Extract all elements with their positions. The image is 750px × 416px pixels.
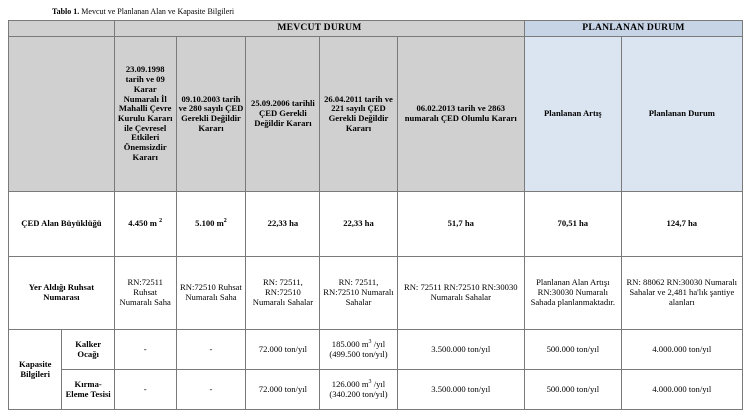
table-cell: RN:72510 Ruhsat Numaralı Saha xyxy=(176,257,246,330)
row-label-ruhsat: Yer Aldığı Ruhsat Numarası xyxy=(9,257,115,330)
table-cell: RN:72511 Ruhsat Numaralı Saha xyxy=(114,257,176,330)
column-header: 06.02.2013 tarih ve 2863 numaralı ÇED Olumlu Kararı xyxy=(397,37,525,192)
table-cell: Planlanan Alan Artışı RN:30030 Numaralı Sahada planlanmaktadır. xyxy=(525,257,622,330)
table-cell: 51,7 ha xyxy=(397,192,525,257)
table-cell: 500.000 ton/yıl xyxy=(525,330,622,370)
table-cell: RN: 72511, RN:72510 Numaralı Sahalar xyxy=(246,257,320,330)
row-label-kalker: Kalker Ocağı xyxy=(62,330,114,370)
capacity-table xyxy=(8,20,743,410)
table-cell: - xyxy=(176,370,246,410)
column-header: Planlanan Artış xyxy=(525,37,622,192)
table-caption xyxy=(52,7,234,17)
table-cell: RN: 72511 RN:72510 RN:30030 Numaralı Sahalar xyxy=(397,257,525,330)
table-cell: 72.000 ton/yıl xyxy=(246,330,320,370)
column-header: 25.09.2006 tarihli ÇED Gerekli Değildir Kararı xyxy=(246,37,320,192)
table-cell: RN: 72511, RN:72510 Numaralı Sahalar xyxy=(320,257,397,330)
table-cell: - xyxy=(176,330,246,370)
table-cell: 4.450 m $^2$ xyxy=(114,192,176,257)
table-cell: 4.000.000 ton/yıl xyxy=(621,370,742,410)
caption-text: Mevcut ve Planlanan Alan ve Kapasite Bilgileri xyxy=(81,7,235,16)
row-label-kirma: Kırma-Eleme Tesisi xyxy=(62,370,114,410)
table-cell: 22,33 ha xyxy=(246,192,320,257)
row-label-area: ÇED Alan Büyüklüğü xyxy=(9,192,115,257)
table-cell: 185.000 $m^3$ /yıl (499.500 ton/yıl) xyxy=(320,330,397,370)
table-row-kirma xyxy=(9,370,743,410)
table-cell: 126.000 $m^3$ /yıl (340.200 ton/yıl) xyxy=(320,370,397,410)
header-blank xyxy=(9,37,115,192)
table-cell: 5.100 $m^2$ xyxy=(176,192,246,257)
column-header-row xyxy=(9,37,743,192)
caption-label: Tablo 1. xyxy=(52,7,80,16)
table-cell: 500.000 ton/yıl xyxy=(525,370,622,410)
table-cell: 70,51 ha xyxy=(525,192,622,257)
table-cell: 3.500.000 ton/yıl xyxy=(397,330,525,370)
group-header-row xyxy=(9,21,743,37)
table-cell: RN: 88062 RN:30030 Numaralı Sahalar ve 2,481 ha'lık şantiye alanları xyxy=(621,257,742,330)
table-cell: 4.000.000 ton/yıl xyxy=(621,330,742,370)
column-header: 23.09.1998 tarih ve 09 Karar Numaralı İl Mahalli Çevre Kurulu Kararı ile Çevresel Etkileri Önemsizdir Kararı xyxy=(114,37,176,192)
column-header: 09.10.2003 tarih ve 280 sayılı ÇED Gerekli Değildir Kararı xyxy=(176,37,246,192)
row-label-capacity: Kapasite Bilgileri xyxy=(9,330,62,410)
column-header: 26.04.2011 tarih ve 221 sayılı ÇED Gerekli Değildir Kararı xyxy=(320,37,397,192)
column-header: Planlanan Durum xyxy=(621,37,742,192)
group-current: MEVCUT DURUM xyxy=(114,21,524,37)
table-cell: 3.500.000 ton/yıl xyxy=(397,370,525,410)
table-row-ruhsat xyxy=(9,257,743,330)
table-cell: 22,33 ha xyxy=(320,192,397,257)
table-row-kalker xyxy=(9,330,743,370)
table-cell: - xyxy=(114,370,176,410)
group-planned: PLANLANAN DURUM xyxy=(525,21,743,37)
header-corner xyxy=(9,21,115,37)
table-cell: - xyxy=(114,330,176,370)
table-row-area xyxy=(9,192,743,257)
table-cell: 124,7 ha xyxy=(621,192,742,257)
table-cell: 72.000 ton/yıl xyxy=(246,370,320,410)
